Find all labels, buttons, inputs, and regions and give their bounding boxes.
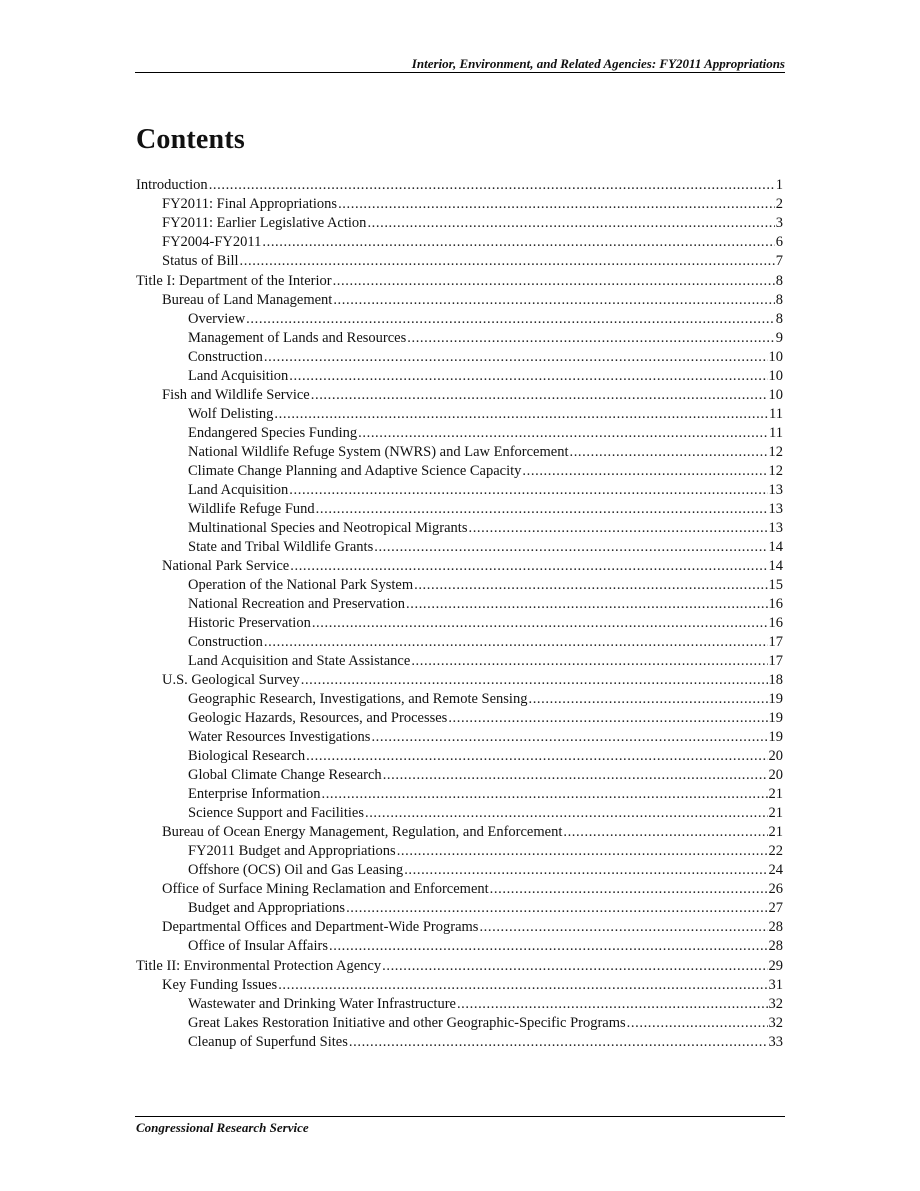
toc-entry-page: 28 (768, 919, 783, 935)
toc-entry-title: Overview (188, 311, 246, 327)
toc-entry-page: 17 (768, 634, 783, 650)
toc-entry-title: Biological Research (188, 748, 306, 764)
toc-entry[interactable] (136, 272, 783, 291)
toc-entry-page: 19 (768, 710, 783, 726)
toc-entry-title: Multinational Species and Neotropical Migrants (188, 520, 468, 536)
toc-entry-title: Title I: Department of the Interior (136, 273, 332, 289)
toc-entry-title: Wildlife Refuge Fund (188, 501, 315, 517)
toc-entry-title: Title II: Environmental Protection Agency (136, 958, 382, 974)
toc-dot-leader (383, 766, 768, 785)
toc-entry-page: 1 (775, 177, 783, 193)
toc-entry[interactable] (136, 957, 783, 976)
toc-entry-title: Cleanup of Superfund Sites (188, 1034, 348, 1050)
toc-entry-page: 7 (775, 253, 783, 269)
toc-dot-leader (522, 462, 767, 481)
toc-dot-leader (289, 481, 767, 500)
toc-entry-page: 13 (768, 501, 783, 517)
toc-entry[interactable] (136, 424, 783, 443)
toc-entry[interactable] (136, 1014, 783, 1033)
toc-dot-leader (411, 652, 767, 671)
toc-entry-title: FY2011: Earlier Legislative Action (162, 215, 367, 231)
footer-rule (135, 1116, 785, 1117)
toc-entry[interactable] (136, 386, 783, 405)
toc-entry[interactable] (136, 310, 783, 329)
toc-entry-page: 11 (769, 425, 783, 441)
toc-dot-leader (448, 709, 767, 728)
toc-entry-title: Office of Surface Mining Reclamation and Enforcement (162, 881, 489, 897)
toc-dot-leader (246, 310, 775, 329)
toc-entry-page: 2 (775, 196, 783, 212)
toc-entry-title: Great Lakes Restoration Initiative and other Geographic-Specific Programs (188, 1015, 626, 1031)
toc-dot-leader (333, 291, 774, 310)
toc-entry-title: Bureau of Ocean Energy Management, Regulation, and Enforcement (162, 824, 563, 840)
toc-dot-leader (457, 995, 768, 1014)
toc-entry[interactable] (136, 861, 783, 880)
toc-entry-title: Wastewater and Drinking Water Infrastructure (188, 996, 456, 1012)
toc-entry-page: 14 (768, 539, 783, 555)
toc-entry-title: Land Acquisition (188, 482, 289, 498)
toc-dot-leader (289, 367, 767, 386)
toc-entry-title: FY2011: Final Appropriations (162, 196, 338, 212)
toc-dot-leader (358, 424, 768, 443)
toc-dot-leader (397, 842, 768, 861)
toc-entry-page: 33 (768, 1034, 783, 1050)
toc-entry[interactable] (136, 614, 783, 633)
toc-entry-title: Enterprise Information (188, 786, 321, 802)
toc-entry-page: 3 (775, 215, 783, 231)
toc-entry-title: Land Acquisition (188, 368, 289, 384)
toc-dot-leader (274, 405, 768, 424)
toc-entry-title: Bureau of Land Management (162, 292, 333, 308)
toc-entry[interactable] (136, 899, 783, 918)
toc-entry[interactable] (136, 709, 783, 728)
toc-entry-title: Wolf Delisting (188, 406, 274, 422)
toc-dot-leader (490, 880, 768, 899)
toc-entry-title: Geographic Research, Investigations, and Remote Sensing (188, 691, 528, 707)
toc-entry-page: 17 (768, 653, 783, 669)
toc-entry[interactable] (136, 443, 783, 462)
toc-dot-leader (349, 1033, 768, 1052)
toc-dot-leader (365, 804, 768, 823)
toc-entry[interactable] (136, 214, 783, 233)
toc-entry-page: 27 (768, 900, 783, 916)
toc-entry[interactable] (136, 747, 783, 766)
toc-dot-leader (414, 576, 767, 595)
toc-entry-title: FY2011 Budget and Appropriations (188, 843, 396, 859)
toc-entry[interactable] (136, 671, 783, 690)
toc-entry-page: 26 (768, 881, 783, 897)
toc-entry-title: Global Climate Change Research (188, 767, 382, 783)
toc-entry[interactable] (136, 1033, 783, 1052)
toc-dot-leader (406, 595, 767, 614)
toc-entry-page: 10 (768, 368, 783, 384)
toc-entry-page: 12 (768, 463, 783, 479)
toc-entry[interactable] (136, 481, 783, 500)
toc-entry-page: 21 (768, 786, 783, 802)
toc-entry-page: 18 (768, 672, 783, 688)
toc-entry[interactable] (136, 462, 783, 481)
toc-entry[interactable] (136, 195, 783, 214)
toc-entry-page: 20 (768, 767, 783, 783)
toc-entry-page: 8 (775, 292, 783, 308)
toc-entry-page: 16 (768, 615, 783, 631)
header-rule (135, 72, 785, 73)
toc-entry-title: Budget and Appropriations (188, 900, 346, 916)
toc-dot-leader (404, 861, 767, 880)
toc-entry-page: 19 (768, 691, 783, 707)
toc-entry-title: State and Tribal Wildlife Grants (188, 539, 374, 555)
toc-entry-page: 9 (775, 330, 783, 346)
toc-entry[interactable] (136, 233, 783, 252)
toc-dot-leader (407, 329, 775, 348)
toc-entry[interactable] (136, 538, 783, 557)
toc-entry-page: 14 (768, 558, 783, 574)
table-of-contents (136, 176, 783, 1052)
toc-dot-leader (311, 386, 768, 405)
toc-entry[interactable] (136, 557, 783, 576)
toc-dot-leader (262, 233, 774, 252)
toc-entry[interactable] (136, 348, 783, 367)
toc-entry-title: Climate Change Planning and Adaptive Science Capacity (188, 463, 522, 479)
toc-entry-page: 11 (769, 406, 783, 422)
toc-entry-page: 8 (775, 311, 783, 327)
toc-entry[interactable] (136, 728, 783, 747)
toc-entry-title: Office of Insular Affairs (188, 938, 328, 954)
toc-dot-leader (278, 976, 767, 995)
toc-entry[interactable] (136, 976, 783, 995)
toc-dot-leader (382, 957, 767, 976)
toc-dot-leader (563, 823, 767, 842)
toc-entry[interactable] (136, 519, 783, 538)
toc-entry-page: 28 (768, 938, 783, 954)
toc-dot-leader (338, 195, 775, 214)
toc-entry[interactable] (136, 995, 783, 1014)
toc-entry-title: National Wildlife Refuge System (NWRS) and Law Enforcement (188, 444, 569, 460)
toc-entry[interactable] (136, 291, 783, 310)
toc-entry[interactable] (136, 937, 783, 956)
toc-entry-page: 22 (768, 843, 783, 859)
toc-entry-page: 8 (775, 273, 783, 289)
toc-entry[interactable] (136, 500, 783, 519)
toc-dot-leader (312, 614, 768, 633)
toc-entry-title: National Recreation and Preservation (188, 596, 406, 612)
toc-entry-title: Key Funding Issues (162, 977, 278, 993)
toc-dot-leader (569, 443, 767, 462)
toc-dot-leader (209, 176, 775, 195)
toc-entry[interactable] (136, 880, 783, 899)
toc-dot-leader (264, 633, 768, 652)
toc-entry[interactable] (136, 252, 783, 271)
toc-entry-title: National Park Service (162, 558, 290, 574)
footer-text: Congressional Research Service (136, 1120, 309, 1135)
toc-entry-title: Status of Bill (162, 253, 239, 269)
toc-dot-leader (346, 899, 767, 918)
toc-entry-page: 24 (768, 862, 783, 878)
toc-entry-title: Science Support and Facilities (188, 805, 364, 821)
toc-dot-leader (264, 348, 768, 367)
toc-entry-page: 21 (768, 805, 783, 821)
toc-dot-leader (528, 690, 767, 709)
toc-dot-leader (321, 785, 767, 804)
toc-dot-leader (479, 918, 767, 937)
toc-entry[interactable] (136, 595, 783, 614)
page-title: Contents (136, 124, 245, 155)
toc-entry-page: 13 (768, 482, 783, 498)
toc-entry[interactable] (136, 405, 783, 424)
toc-entry-page: 20 (768, 748, 783, 764)
toc-entry-title: FY2004-FY2011 (162, 234, 262, 250)
toc-entry-page: 13 (768, 520, 783, 536)
toc-entry-page: 32 (768, 1015, 783, 1031)
toc-entry[interactable] (136, 823, 783, 842)
toc-dot-leader (374, 538, 767, 557)
toc-entry[interactable] (136, 652, 783, 671)
toc-dot-leader (367, 214, 774, 233)
toc-dot-leader (333, 272, 775, 291)
toc-entry[interactable] (136, 766, 783, 785)
toc-entry-title: Historic Preservation (188, 615, 311, 631)
toc-entry-page: 12 (768, 444, 783, 460)
toc-dot-leader (316, 500, 768, 519)
toc-entry-page: 10 (768, 349, 783, 365)
toc-entry-title: Water Resources Investigations (188, 729, 371, 745)
toc-entry[interactable] (136, 576, 783, 595)
toc-entry[interactable] (136, 329, 783, 348)
toc-entry-page: 31 (768, 977, 783, 993)
toc-entry[interactable] (136, 176, 783, 195)
toc-entry-title: Introduction (136, 177, 208, 193)
toc-entry[interactable] (136, 842, 783, 861)
toc-entry-title: Management of Lands and Resources (188, 330, 407, 346)
toc-entry[interactable] (136, 918, 783, 937)
toc-entry-page: 32 (768, 996, 783, 1012)
toc-dot-leader (301, 671, 768, 690)
toc-entry-title: Offshore (OCS) Oil and Gas Leasing (188, 862, 404, 878)
running-head: Interior, Environment, and Related Agencies: FY2011 Appropriations (411, 56, 785, 71)
toc-entry[interactable] (136, 690, 783, 709)
toc-entry-title: Endangered Species Funding (188, 425, 358, 441)
toc-entry[interactable] (136, 367, 783, 386)
toc-entry[interactable] (136, 804, 783, 823)
toc-entry-title: Land Acquisition and State Assistance (188, 653, 411, 669)
toc-dot-leader (290, 557, 767, 576)
toc-entry-page: 19 (768, 729, 783, 745)
toc-entry[interactable] (136, 633, 783, 652)
toc-dot-leader (329, 937, 768, 956)
toc-entry-title: Construction (188, 634, 263, 650)
toc-entry-page: 6 (775, 234, 783, 250)
toc-entry-page: 10 (768, 387, 783, 403)
toc-entry-title: Construction (188, 349, 263, 365)
toc-dot-leader (240, 252, 775, 271)
toc-entry[interactable] (136, 785, 783, 804)
toc-dot-leader (371, 728, 767, 747)
toc-entry-page: 21 (768, 824, 783, 840)
toc-entry-title: Geologic Hazards, Resources, and Processes (188, 710, 448, 726)
toc-entry-title: Operation of the National Park System (188, 577, 414, 593)
toc-dot-leader (627, 1014, 768, 1033)
toc-entry-title: Fish and Wildlife Service (162, 387, 310, 403)
toc-entry-page: 16 (768, 596, 783, 612)
toc-dot-leader (468, 519, 767, 538)
toc-entry-title: Departmental Offices and Department-Wide Programs (162, 919, 479, 935)
toc-dot-leader (306, 747, 767, 766)
toc-entry-title: U.S. Geological Survey (162, 672, 300, 688)
toc-entry-page: 29 (768, 958, 783, 974)
toc-entry-page: 15 (768, 577, 783, 593)
